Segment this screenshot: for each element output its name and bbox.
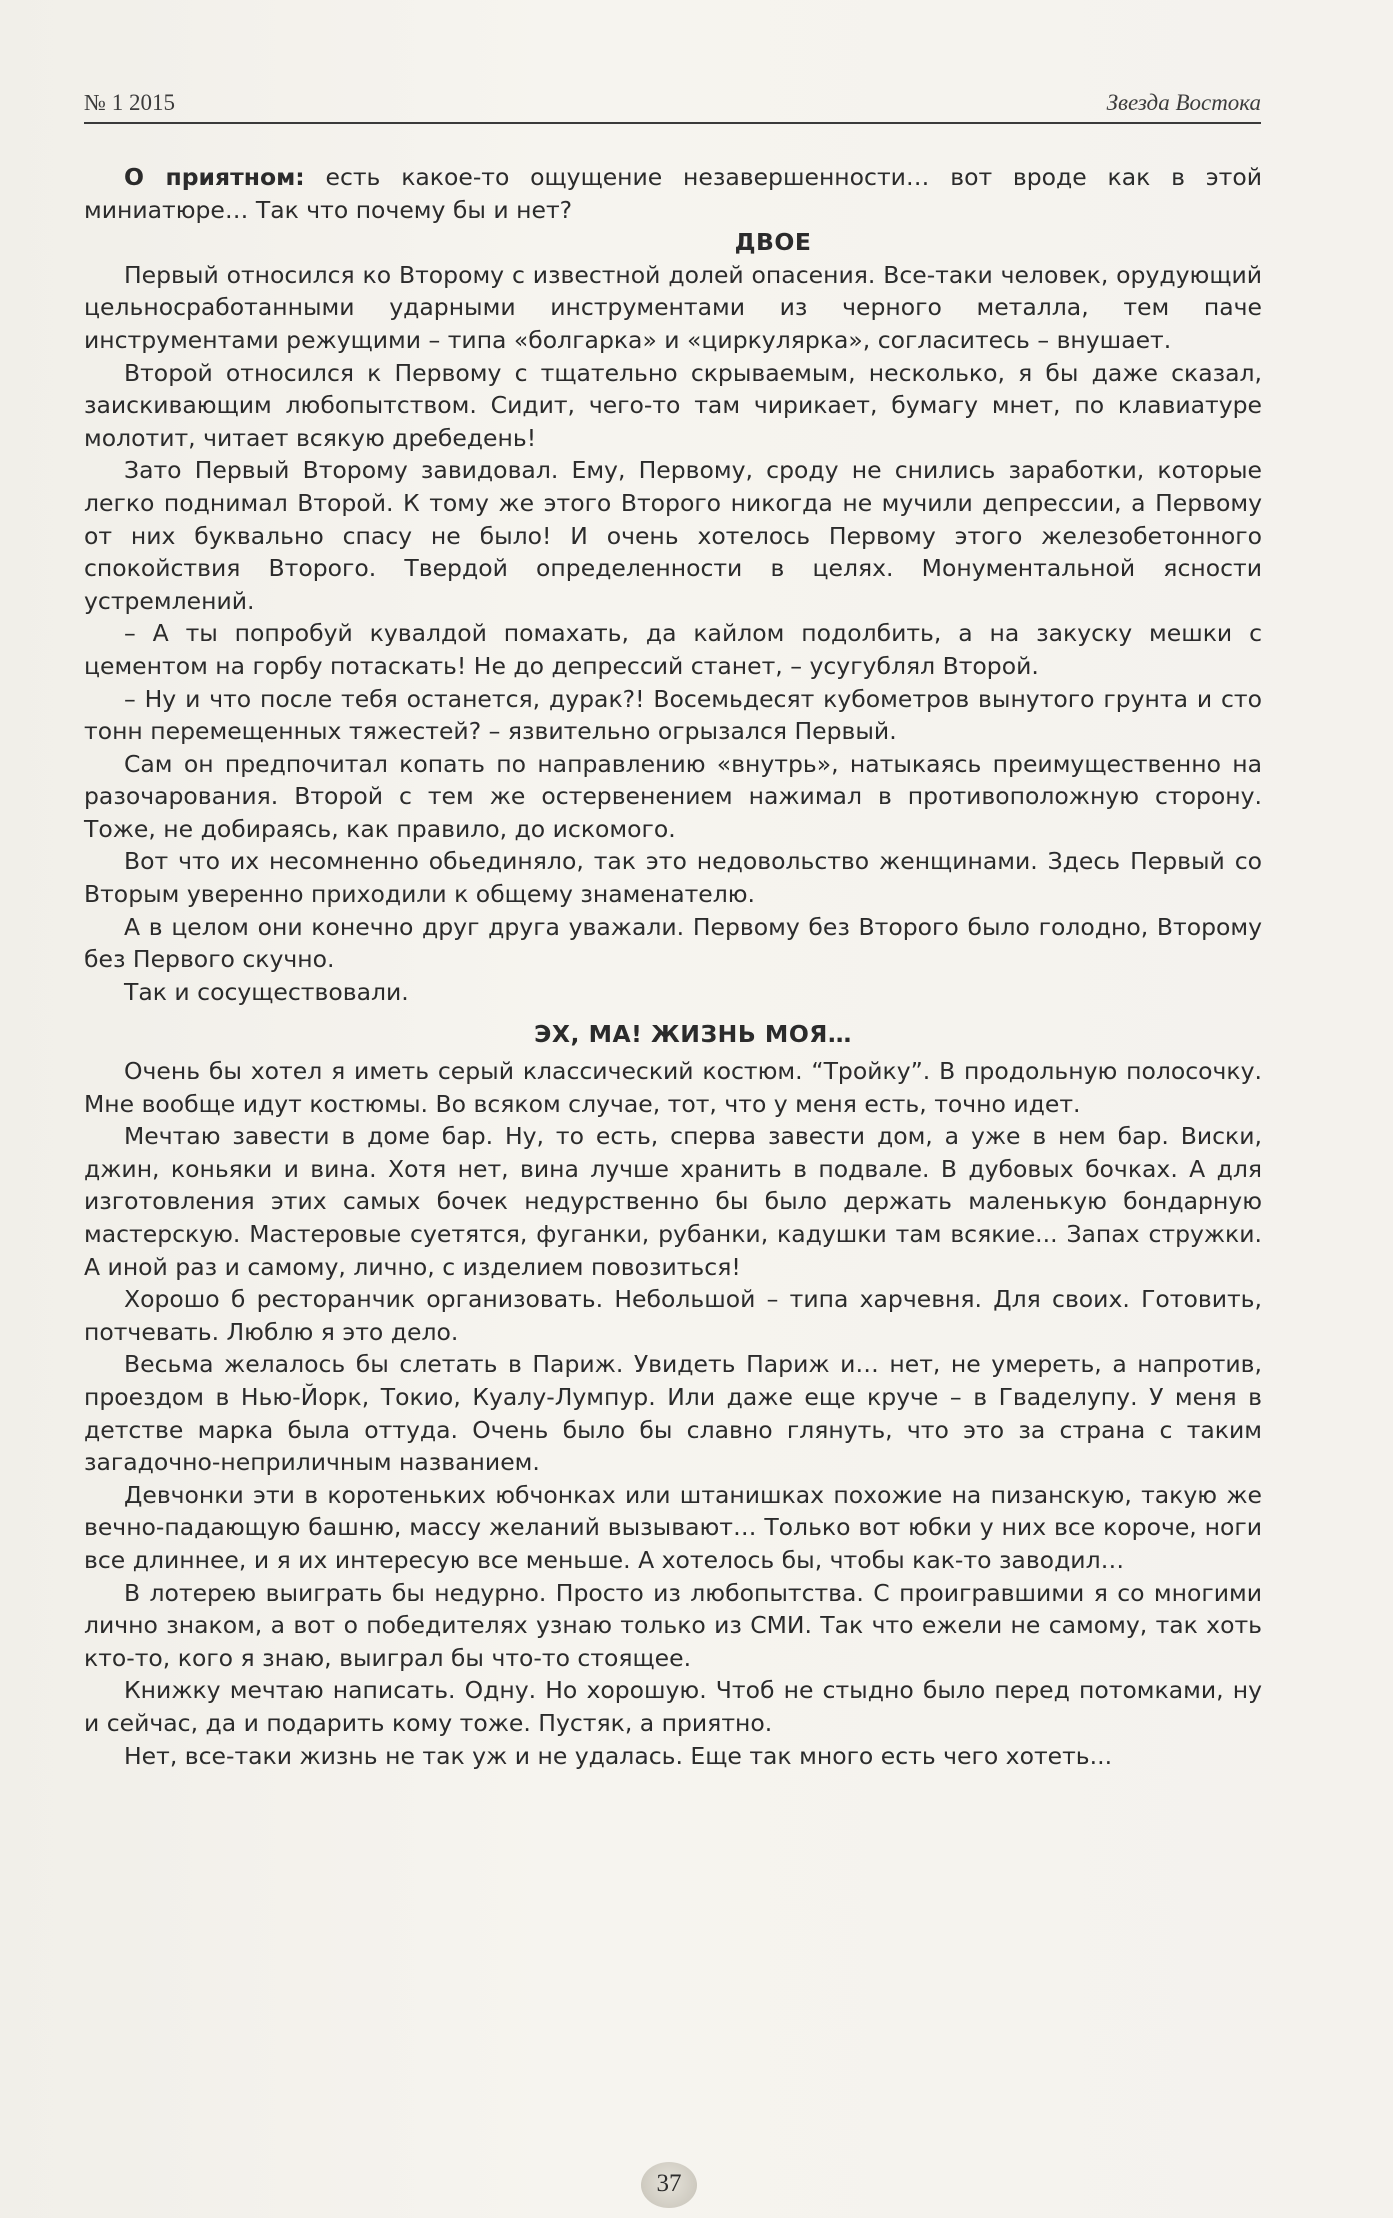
story2-paragraph: Девчонки эти в коротеньких юбчонках или штанишках похожие на пизанскую, такую же вечно-падающую башню, массу желаний вызывают… Только вот юбки у них все короче, ноги все длиннее, и я их интересую все меньше. А хотелось бы, чтобы как-то заводил… (84, 1480, 1262, 1574)
story1-paragraph: Так и сосуществовали. (124, 977, 409, 1006)
story1-paragraph: Второй относился к Первому с тщательно скрываемым, несколько, я бы даже сказал, заискивающим любопытством. Сидит, чего-то там чирикает, бумагу мнет, по клавиатуре молотит, читает всякую дребедень! (84, 358, 1262, 452)
page-number: 37 (656, 2170, 682, 2197)
story1-paragraph: Первый относился ко Второму с известной долей опасения. Все-таки человек, орудующий цельносработанными ударными инструментами из черного металла, тем паче инструментами режущими – типа «болгарка» и «циркулярка», согласитесь – внушает. (84, 260, 1262, 354)
intro-lead: О приятном: (124, 163, 305, 191)
journal-title: Звезда Востока (1106, 90, 1261, 115)
story1-paragraph: – Ну и что после тебя останется, дурак?! Восемьдесят кубометров вынутого грунта и сто тонн перемещенных тяжестей? – язвительно огрызался Первый. (84, 684, 1262, 746)
story1-paragraph: – А ты попробуй кувалдой помахать, да кайлом подолбить, а на закуску мешки с цементом на горбу потаскать! Не до депрессий станет, – усугублял Второй. (84, 619, 1262, 680)
story1-paragraph: Зато Первый Второму завидовал. Ему, Первому, сроду не снились заработки, которые легко поднимал Второй. К тому же этого Второго никогда не мучили депрессии, а Первому от них буквально спасу не было! И очень хотелось Первому этого железобетонного спокойствия Второго. Твердой определенности в целях. Монументальной ясности устремлений. (84, 456, 1262, 615)
story1-paragraph: Вот что их несомненно обьединяло, так это недовольство женщинами. Здесь Первый со Вторым уверенно приходили к общему знаменателю. (84, 847, 1262, 909)
story2-paragraph: Книжку мечтаю написать. Одну. Но хорошую. Чтоб не стыдно было перед потомками, ну и сейчас, да и подарить кому тоже. Пустяк, а приятно. (84, 1676, 1262, 1737)
story2-paragraph: Нет, все-таки жизнь не так уж и не удалась. Еще так много есть чего хотеть... (124, 1741, 1113, 1770)
story2-paragraph: Весьма желалось бы слетать в Париж. Увидеть Париж и… нет, не умереть, а напротив, проездом в Нью-Йорк, Токио, Куалу-Лумпур. Или даже еще круче – в Гваделупу. У меня в детстве марка была оттуда. Очень было бы славно глянуть, что это за страна с таким загадочно-неприличным названием. (84, 1350, 1262, 1477)
article-body (84, 161, 1262, 1772)
story1-paragraph: А в целом они конечно друг друга уважали. Первому без Второго было голодно, Второму без Первого скучно. (84, 912, 1262, 974)
story2-paragraph: Хорошо б ресторанчик организовать. Небольшой – типа харчевня. Для своих. Готовить, потчевать. Люблю я это дело. (84, 1285, 1262, 1346)
running-header (84, 88, 1261, 124)
story-title-dvoe: ДВОЕ (734, 228, 812, 257)
story2-paragraph: Очень бы хотел я иметь серый классический костюм. “Тройку”. В продольную полосочку. Мне вообще идут костюмы. Во всяком случае, тот, что у меня есть, точно идет. (84, 1057, 1262, 1118)
intro-paragraph (84, 161, 1262, 226)
story-title-eh-ma: ЭХ, МА! ЖИЗНЬ МОЯ… (534, 1020, 852, 1049)
story2-paragraph: Мечтаю завести в доме бар. Ну, то есть, сперва завести дом, а уже в нем бар. Виски, джин, коньяки и вина. Хотя нет, вина лучше хранить в подвале. В дубовых бочках. А для изготовления этих самых бочек недурственно бы было держать маленькую бондарную мастерскую. Мастеровые суетятся, фуганки, рубанки, кадушки там всякие... Запах стружки. А иной раз и самому, лично, с изделием повозиться! (84, 1122, 1262, 1281)
intro-text: есть какое-то ощущение незавершенности… вот вроде как в этой миниатюре… Так что почему бы и нет? (84, 163, 1262, 224)
story2-paragraph: В лотерею выиграть бы недурно. Просто из любопытства. С проигравшими я со многими лично знаком, а вот о победителях узнаю только из СМИ. Так что ежели не самому, так хоть кто-то, кого я знаю, выиграл бы что-то стоящее. (84, 1578, 1262, 1672)
story1-paragraph: Сам он предпочитал копать по направлению «внутрь», натыкаясь преимущественно на разочарования. Второй с тем же остервенением нажимал в противоположную сторону. Тоже, не добираясь, как правило, до искомого. (84, 749, 1262, 843)
issue-number: № 1 2015 (84, 90, 175, 115)
page-number-badge (641, 2162, 697, 2208)
